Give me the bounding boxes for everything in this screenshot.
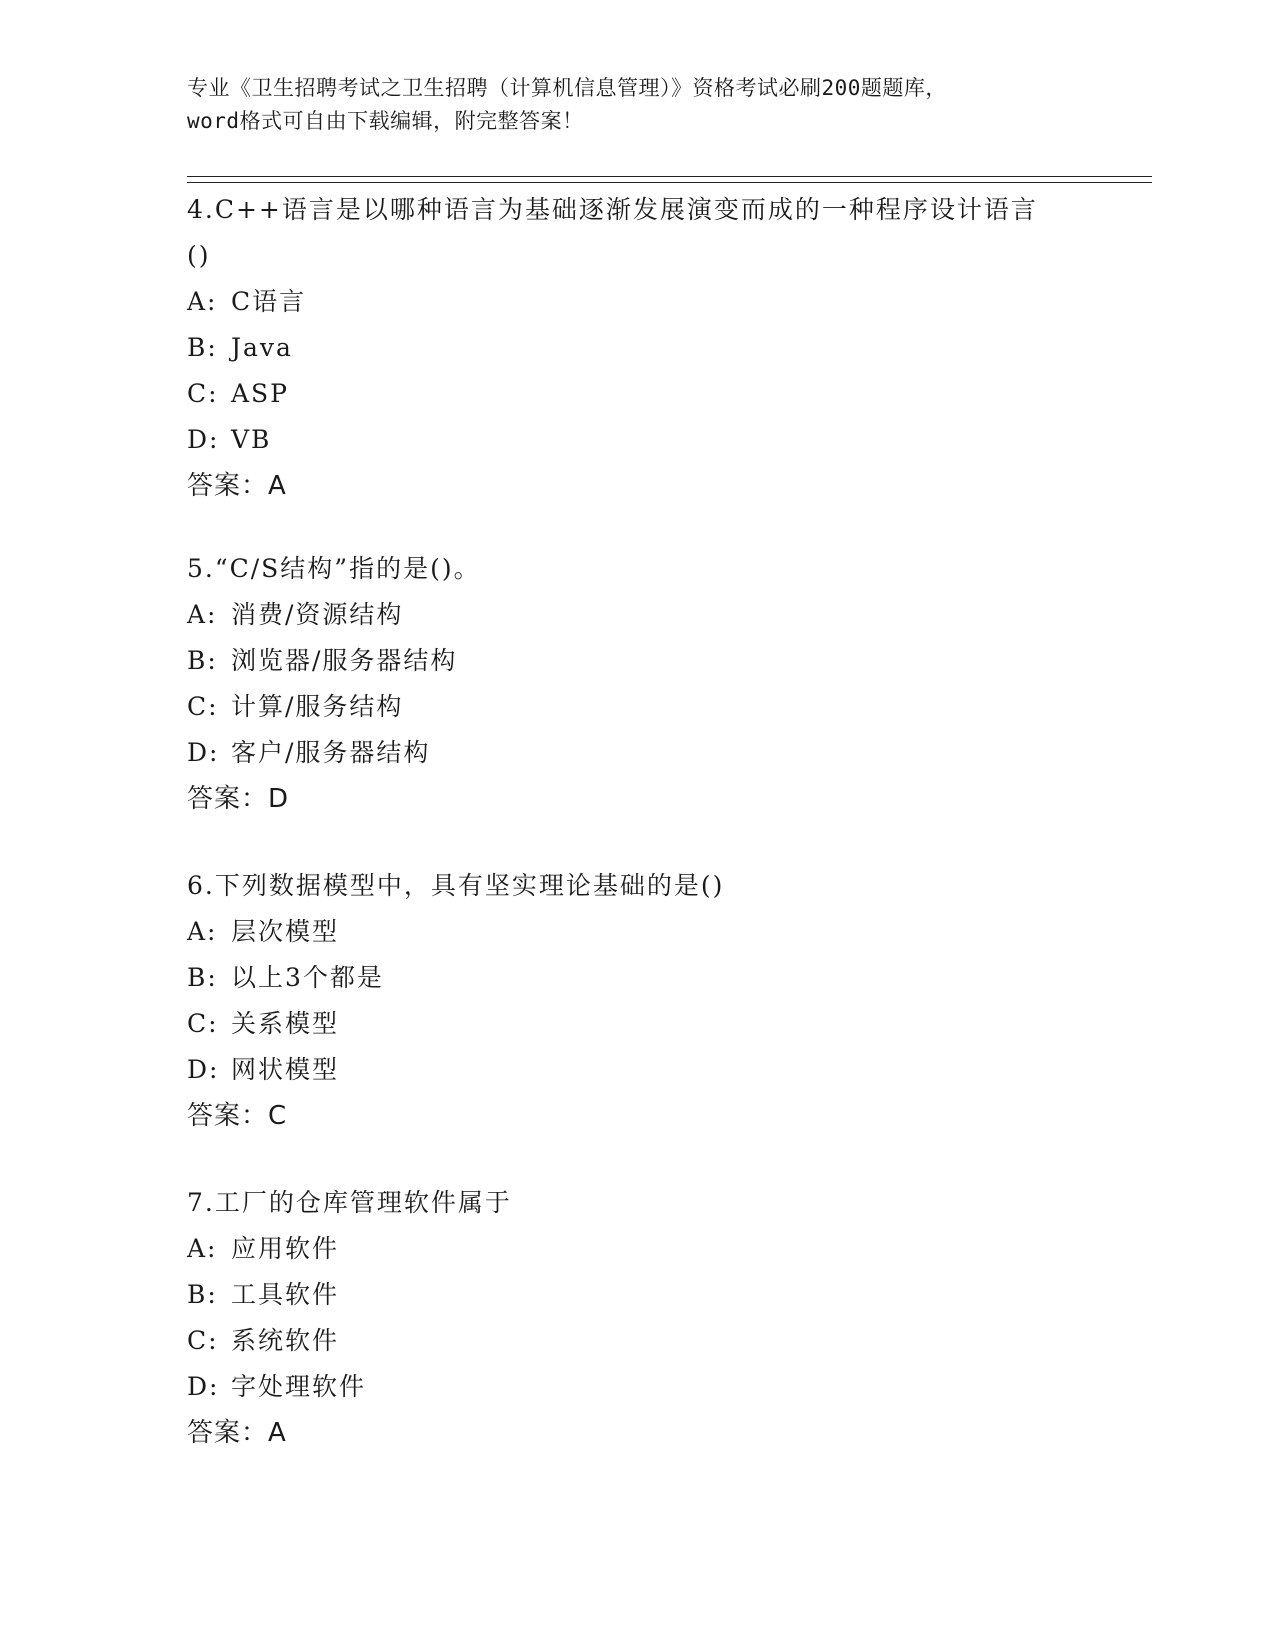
header-line-1: 专业《卫生招聘考试之卫生招聘（计算机信息管理）》资格考试必刷200题题库， (187, 76, 947, 100)
option-d (187, 1364, 1167, 1410)
option-text: ASP (231, 379, 290, 408)
option-c (187, 1318, 1167, 1364)
option-b (187, 1272, 1167, 1318)
option-letter: A: (187, 917, 218, 946)
header-divider-top (187, 176, 1152, 177)
option-a (187, 909, 1167, 955)
header-divider-bottom (187, 182, 1152, 183)
question-5 (187, 546, 1167, 822)
option-c (187, 1001, 1167, 1047)
option-letter: B: (187, 333, 218, 362)
option-letter: D: (187, 425, 220, 454)
option-letter: A: (187, 287, 218, 316)
option-text: 客户/服务器结构 (231, 738, 431, 767)
option-text: 层次模型 (231, 917, 340, 946)
option-text: 关系模型 (231, 1009, 340, 1038)
question-4 (187, 187, 1167, 509)
option-c (187, 371, 1167, 417)
option-text: 以上3个都是 (231, 963, 384, 992)
document-header (187, 72, 1087, 138)
option-letter: A: (187, 600, 218, 629)
option-b (187, 955, 1167, 1001)
answer: 答案：A (187, 471, 287, 501)
option-b (187, 325, 1167, 371)
option-text: Java (231, 333, 293, 362)
option-c (187, 684, 1167, 730)
option-text: VB (231, 425, 272, 454)
answer: 答案：D (187, 784, 290, 814)
option-d (187, 730, 1167, 776)
option-text: C语言 (231, 287, 307, 316)
option-b (187, 638, 1167, 684)
option-text: 工具软件 (231, 1280, 340, 1309)
question-text-continued: () (187, 241, 211, 270)
option-letter: C: (187, 1326, 219, 1355)
option-letter: D: (187, 1372, 220, 1401)
question-text: 5.“C/S结构”指的是()。 (187, 554, 481, 583)
option-text: 网状模型 (231, 1055, 340, 1084)
question-text: 4.C++语言是以哪种语言为基础逐渐发展演变而成的一种程序设计语言 (187, 195, 1038, 224)
question-text: 6.下列数据模型中，具有坚实理论基础的是() (187, 871, 725, 900)
option-letter: C: (187, 692, 219, 721)
option-letter: B: (187, 963, 218, 992)
option-letter: A: (187, 1234, 218, 1263)
question-7 (187, 1180, 1167, 1456)
option-text: 字处理软件 (231, 1372, 367, 1401)
option-letter: D: (187, 738, 220, 767)
option-letter: D: (187, 1055, 220, 1084)
option-letter: C: (187, 379, 219, 408)
option-text: 消费/资源结构 (231, 600, 404, 629)
option-text: 浏览器/服务器结构 (231, 646, 458, 675)
answer: 答案：C (187, 1101, 288, 1131)
option-a (187, 279, 1167, 325)
option-d (187, 1047, 1167, 1093)
question-6 (187, 863, 1167, 1139)
header-line-2: word格式可自由下载编辑，附完整答案！ (187, 109, 584, 133)
answer: 答案：A (187, 1418, 287, 1448)
option-text: 应用软件 (231, 1234, 340, 1263)
option-a (187, 1226, 1167, 1272)
option-letter: C: (187, 1009, 219, 1038)
option-text: 系统软件 (231, 1326, 340, 1355)
question-text: 7.工厂的仓库管理软件属于 (187, 1188, 512, 1217)
option-a (187, 592, 1167, 638)
option-letter: B: (187, 646, 218, 675)
option-text: 计算/服务结构 (231, 692, 404, 721)
option-d (187, 417, 1167, 463)
option-letter: B: (187, 1280, 218, 1309)
